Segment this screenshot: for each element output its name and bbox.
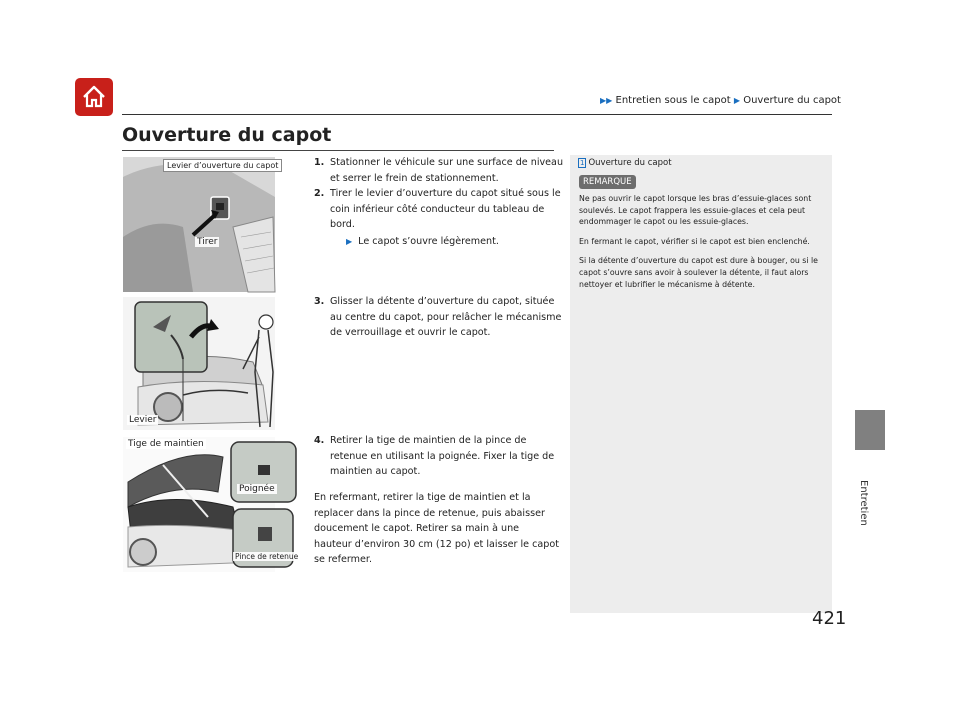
figure-support-rod	[123, 437, 299, 572]
step-text: Glisser la détente d’ouverture du capot, située au centre du capot, pour relâcher le mécanisme de verrouillage et ouvrir le capot.	[330, 296, 562, 338]
figure-hood-latch	[123, 297, 275, 430]
label-lever: Levier	[129, 415, 157, 425]
label-handle: Poignée	[239, 484, 275, 494]
step-result: ▶ Le capot s’ouvre légèrement.	[346, 235, 499, 247]
note-heading[interactable]: 1 Ouverture du capot	[580, 158, 672, 168]
chapter-label: Entretien	[858, 480, 869, 526]
chapter-tab[interactable]	[855, 410, 885, 450]
step-4	[314, 433, 565, 480]
breadcrumb-current: Ouverture du capot	[743, 95, 841, 106]
note-body	[579, 193, 824, 298]
step-2	[314, 186, 565, 249]
note-paragraph: Si la détente d’ouverture du capot est dure à bouger, ou si le capot s’ouvre sans avoir à soulever la détente, il faut alors nettoyer et lubrifier le mécanisme à détente.	[579, 256, 818, 289]
step-number: 3.	[314, 296, 325, 307]
result-arrow-icon: ▶	[346, 236, 353, 246]
steps-group-1	[314, 155, 565, 249]
label-pull: Tirer	[197, 237, 218, 247]
step-number: 1.	[314, 157, 325, 168]
note-panel	[570, 155, 832, 613]
label-retaining-clip: Pince de retenue	[235, 552, 299, 561]
note-paragraph: Ne pas ouvrir le capot lorsque les bras d’essuie-glaces sont soulevés. Le capot frappera les essuie-glaces et cela peut endommager le capot ou les essuie-glaces.	[579, 194, 812, 227]
steps-group-3	[314, 433, 565, 480]
step-text: Retirer la tige de maintien de la pince de retenue en utilisant la poignée. Fixer la tige de maintien au capot.	[330, 435, 555, 477]
home-icon	[80, 83, 108, 111]
page-title: Ouverture du capot	[122, 124, 332, 146]
reference-icon: 1	[580, 159, 585, 167]
breadcrumb-arrow-icon: ▶▶	[600, 96, 613, 105]
label-support-rod: Tige de maintien	[128, 439, 204, 449]
notice-badge: REMARQUE	[579, 175, 636, 189]
header-rule	[122, 114, 832, 115]
step-number: 4.	[314, 435, 325, 446]
step-number: 2.	[314, 188, 325, 199]
closing-paragraph: En refermant, retirer la tige de maintien et la replacer dans la pince de retenue, puis abaisser doucement le capot. Retirer sa main à une hauteur d’environ 30 cm (12 po) et laisser le capot se refermer.	[314, 492, 559, 565]
note-paragraph: En fermant le capot, vérifier si le capot est bien enclenché.	[579, 236, 810, 246]
step-text: Stationner le véhicule sur une surface de niveau et serrer le frein de stationnement.	[330, 157, 564, 184]
label-hood-release-lever: Levier d’ouverture du capot	[163, 159, 282, 172]
step-1	[314, 155, 565, 186]
step-3	[314, 294, 565, 341]
breadcrumb-arrow-icon: ▶	[733, 96, 741, 105]
home-button[interactable]	[75, 78, 113, 116]
page-number: 421	[812, 608, 847, 629]
figure-hood-release-lever	[123, 157, 279, 292]
step-text: Tirer le levier d’ouverture du capot situé sous le coin inférieur côté conducteur du tableau de bord.	[330, 188, 561, 230]
title-rule	[122, 150, 554, 151]
breadcrumb	[600, 95, 841, 106]
breadcrumb-link-maintenance[interactable]: Entretien sous le capot	[615, 95, 731, 106]
steps-group-2	[314, 294, 565, 341]
